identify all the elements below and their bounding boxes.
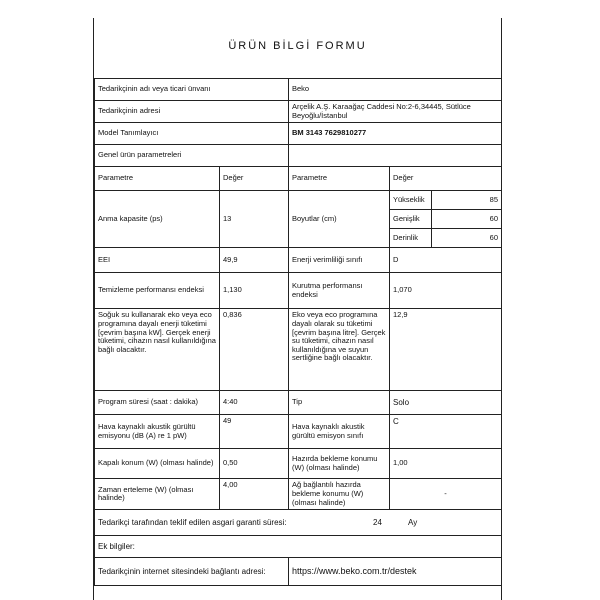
form-title: ÜRÜN BİLGİ FORMU: [228, 40, 367, 52]
performance-row: [95, 273, 502, 309]
supplier-address-label: Tedarikçinin adresi: [95, 101, 289, 123]
energy-class-label: Enerji verimliliği sınıfı: [289, 248, 390, 273]
off-standby-row: [95, 449, 502, 479]
capacity-row: [95, 191, 502, 210]
networked-standby-value: -: [390, 479, 502, 510]
header-value-2: Değer: [390, 167, 502, 191]
water-consumption-label: Eko veya eco programına dayalı olarak su tüketimi [çevrim başına litre]. Gerçek su tüketimi, cihazın nasıl kullanıldığına ve suyun sertliğine bağlı olacaktır.: [289, 309, 390, 391]
cleaning-label: Temizleme performansı endeksi: [95, 273, 220, 309]
standby-label: Hazırda bekleme konumu (W) (olması halinde): [289, 449, 390, 479]
header-param-2: Parametre: [289, 167, 390, 191]
noise-class-value: C: [390, 415, 502, 449]
energy-consumption-value: 0,836: [220, 309, 289, 391]
width-value: 60: [432, 210, 502, 229]
capacity-label: Anma kapasite (ps): [95, 191, 220, 248]
drying-value: 1,070: [390, 273, 502, 309]
type-value: Solo: [390, 391, 502, 415]
capacity-value: 13: [220, 191, 289, 248]
dimensions-label: Boyutlar (cm): [289, 191, 390, 248]
consumption-row: [95, 309, 502, 391]
model-row: [95, 123, 502, 145]
general-params-empty: [289, 145, 502, 167]
supplier-address-value: Arçelik A.Ş. Karaağaç Caddesi No:2-6,34445, Sütlüce Beyoğlu/İstanbul: [289, 101, 502, 123]
program-time-label: Program süresi (saat : dakika): [95, 391, 220, 415]
warranty-label: Tedarikçi tarafından teklif edilen asgari garanti süresi:: [98, 518, 287, 528]
header-value-1: Değer: [220, 167, 289, 191]
supplier-name-row: [95, 79, 502, 101]
depth-label: Derinlik: [390, 229, 432, 248]
website-label: Tedarikçinin internet sitesindeki bağlantı adresi:: [95, 558, 289, 586]
type-label: Tip: [289, 391, 390, 415]
product-info-table: [94, 78, 502, 586]
noise-row: [95, 415, 502, 449]
energy-consumption-label: Soğuk su kullanarak eko veya eco programına dayalı enerji tüketimi [çevrim başına kW]. Gerçek enerji tüketimi, cihazın nasıl kullanıldığına bağlı olacaktır.: [95, 309, 220, 391]
width-label: Genişlik: [390, 210, 432, 229]
supplier-name-value: Beko: [289, 79, 502, 101]
eei-row: [95, 248, 502, 273]
networked-standby-label: Ağ bağlantılı hazırda bekleme konumu (W) (olması halinde): [289, 479, 390, 510]
supplier-address-row: [95, 101, 502, 123]
model-value: BM 3143 7629810277: [289, 123, 502, 145]
delay-start-value: 4,00: [220, 479, 289, 510]
delay-network-row: [95, 479, 502, 510]
standby-value: 1,00: [390, 449, 502, 479]
website-link[interactable]: https://www.beko.com.tr/destek: [289, 558, 502, 586]
model-label: Model Tanımlayıcı: [95, 123, 289, 145]
program-row: [95, 391, 502, 415]
water-consumption-value: 12,9: [390, 309, 502, 391]
delay-start-label: Zaman erteleme (W) (olması halinde): [95, 479, 220, 510]
noise-class-label: Hava kaynaklı akustik gürültü emisyon sınıfı: [289, 415, 390, 449]
off-mode-label: Kapalı konum (W) (olması halinde): [95, 449, 220, 479]
general-params-label: Genel ürün parametreleri: [95, 145, 289, 167]
energy-class-value: D: [390, 248, 502, 273]
supplier-name-label: Tedarikçinin adı veya ticari ünvanı: [95, 79, 289, 101]
general-params-row: [95, 145, 502, 167]
off-mode-value: 0,50: [220, 449, 289, 479]
depth-value: 60: [432, 229, 502, 248]
extra-info-label: Ek bilgiler:: [95, 536, 502, 558]
eei-label: EEI: [95, 248, 220, 273]
cleaning-value: 1,130: [220, 273, 289, 309]
extra-info-row: [95, 536, 502, 558]
header-param-1: Parametre: [95, 167, 220, 191]
noise-value: 49: [220, 415, 289, 449]
website-row: [95, 558, 502, 586]
eei-value: 49,9: [220, 248, 289, 273]
warranty-row: [95, 510, 502, 536]
warranty-cell: [95, 510, 502, 536]
noise-label: Hava kaynaklı akustik gürültü emisyonu (dB (A) re 1 pW): [95, 415, 220, 449]
warranty-unit: Ay: [408, 518, 418, 528]
height-label: Yükseklik: [390, 191, 432, 210]
drying-label: Kurutma performansı endeksi: [289, 273, 390, 309]
product-info-form: [93, 18, 502, 600]
warranty-value: 24: [373, 518, 382, 528]
header-row: [95, 167, 502, 191]
height-value: 85: [432, 191, 502, 210]
program-time-value: 4:40: [220, 391, 289, 415]
